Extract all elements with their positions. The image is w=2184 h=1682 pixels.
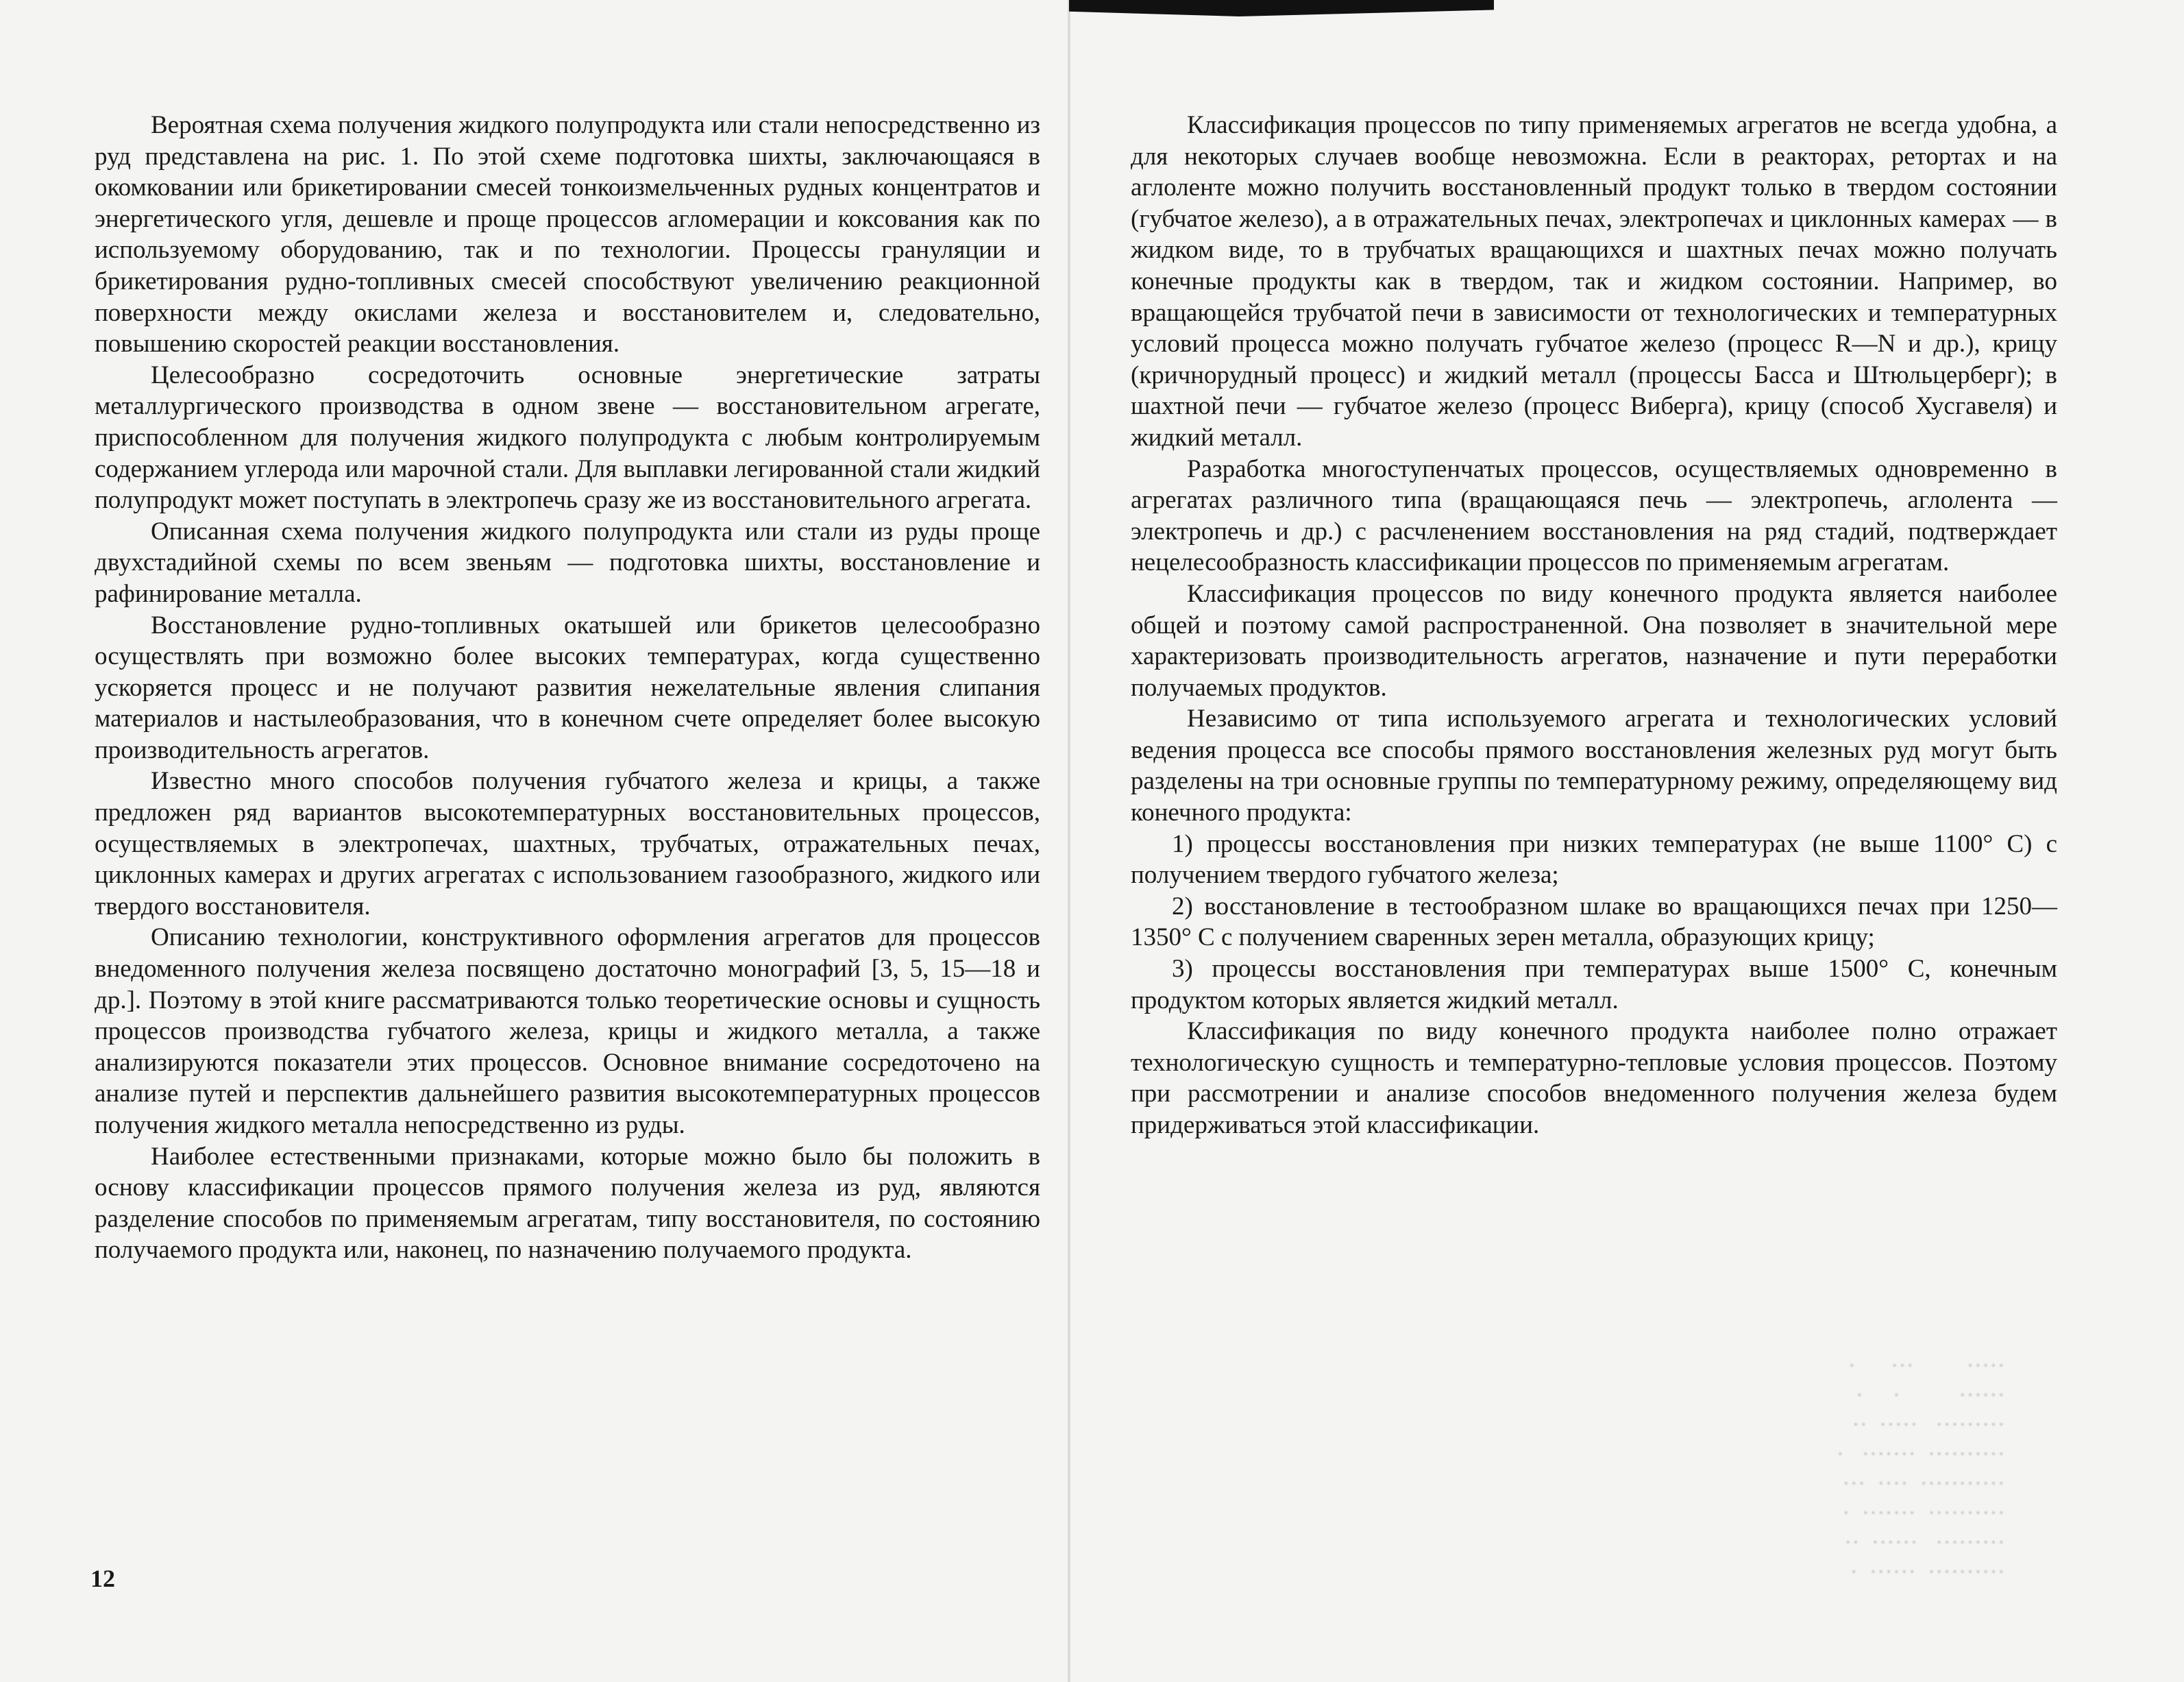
right-text-column <box>1131 110 2057 1141</box>
paragraph: Вероятная схема получения жидкого полупродукта или стали непосредственно из руд представлена на рис. 1. По этой схеме подготовка шихты, заключающаяся в окомковании или брикетировании смесей тонкоизмельченных рудных концентратов и энергетического угля, дешевле и проще процессов агломерации и коксования как по используемому оборудованию, так и по технологии. Процессы грануляции и брикетирования рудно-топливных смесей способствуют увеличению реакционной поверхности между окислами железа и восстановителем и, следовательно, повышению скоростей реакции восстановления. <box>95 111 1040 358</box>
paragraph: Независимо от типа используемого агрегата и технологических условий ведения процесса все способы прямого восстановления железных руд могут быть разделены на три основные группы по температурному режиму, определяющему вид конечного продукта: <box>1131 705 2057 827</box>
paragraph: Классификация процессов по виду конечного продукта является наиболее общей и поэтому самой распространенной. Она позволяет в значительной мере характеризовать производительность агрегатов, назначение и пути переработки получаемых продуктов. <box>1131 579 2057 702</box>
paragraph: Описанию технологии, конструктивного оформления агрегатов для процессов внедоменного получения железа посвящено достаточно монографий [3, 5, 15—18 и др.]. Поэтому в этой книге рассматриваются только теоретические основы и сущность процессов производства губчатого железа, крицы и жидкого металла, а также анализируются показатели этих процессов. Основное внимание сосредоточено на анализе путей и перспектив дальнейшего развития высокотемпературных процессов получения жидкого металла непосредственно из руды. <box>95 923 1040 1139</box>
paragraph: Наиболее естественными признаками, которые можно было бы положить в основу классификации процессов прямого получения железа из руд, являются разделение способов по применяемым агрегатам, типу восстановителя, по состоянию получаемого продукта или, наконец, по назначению получаемого продукта. <box>95 1142 1040 1265</box>
paragraph: Целесообразно сосредоточить основные энергетические затраты металлургического производства в одном звене — восстановительном агрегате, приспособленном для получения жидкого полупродукта с любым контролируемым содержанием углерода или марочной стали. Для выплавки легированной стали жидкий полупродукт может поступать в электропечь сразу же из восстановительного агрегата. <box>95 361 1040 515</box>
list-item: 1) процессы восстановления при низких температурах (не выше 1100° С) с получением твердого губчатого железа; <box>1131 829 2057 890</box>
paragraph: Классификация процессов по типу применяемых агрегатов не всегда удобна, а для некоторых случаев вообще невозможна. Если в реакторах, ретортах и на аглоленте можно получить восстановленный продукт только в твердом состоянии (губчатое железо), а в отражательных печах, электропечах и циклонных камерах — в жидком виде, то в трубчатых вращающихся и шахтных печах можно получать конечные продукты как в твердом, так и жидком состоянии. Например, во вращающейся трубчатой печи в зависимости от технологических и температурных условий процесса можно получать губчатое железо (процесс R—N и др.), крицу (кричнорудный процесс) и жидкий металл (процессы Басса и Штюльцерберг); в шахтной печи — губчатое железо (процесс Виберга), крицу (способ Хусгавеля) и жидкий металл. <box>1131 111 2057 452</box>
paragraph: Известно много способов получения губчатого железа и крицы, а также предложен ряд вариантов высокотемпературных восстановительных процессов, осуществляемых в электропечах, шахтных, трубчатых, отражательных печах, циклонных камерах и других агрегатах с использованием газообразного, жидкого или твердого восстановителя. <box>95 767 1040 921</box>
left-page <box>0 0 1069 1682</box>
paragraph: Восстановление рудно-топливных окатышей или брикетов целесообразно осуществлять при возможно более высоких температурах, когда существенно ускоряется процесс и не получают развития нежелательные явления слипания материалов и настылеобразования, что в конечном счете определяет более высокую производительность агрегатов. <box>95 611 1040 764</box>
paragraph: Разработка многоступенчатых процессов, осуществляемых одновременно в агрегатах различного типа (вращающаяся печь — электропечь, аглолента — электропечь и др.) с расчленением восстановления на ряд стадий, подтверждает нецелесообразность классификации процессов по применяемым агрегатам. <box>1131 454 2057 577</box>
paragraph: Классификация по виду конечного продукта наиболее полно отражает технологическую сущность и температурно-тепловые условия процессов. Поэтому при рассмотрении и анализе способов внедоменного получения железа будем придерживаться этой классификации. <box>1131 1017 2057 1139</box>
left-text-column <box>95 110 1040 1266</box>
list-item: 2) восстановление в тестообразном шлаке во вращающихся печах при 1250—1350° С с получением сваренных зерен металла, образующих крицу; <box>1131 892 2057 952</box>
page-number: 12 <box>90 1565 115 1592</box>
bleed-through-text: ····· ··· · ······ · · ········· ····· ·· ·········· ······· · ··········· ···· ··· ·········· ······· · ········· ······ ·· ·········· ······ · <box>1836 1353 2005 1585</box>
list-item: 3) процессы восстановления при температурах выше 1500° С, конечным продуктом которых является жидкий металл. <box>1131 955 2057 1014</box>
paragraph: Описанная схема получения жидкого полупродукта или стали из руды проще двухстадийной схемы по всем звеньям — подготовка шихты, восстановление и рафинирование металла. <box>95 517 1040 608</box>
